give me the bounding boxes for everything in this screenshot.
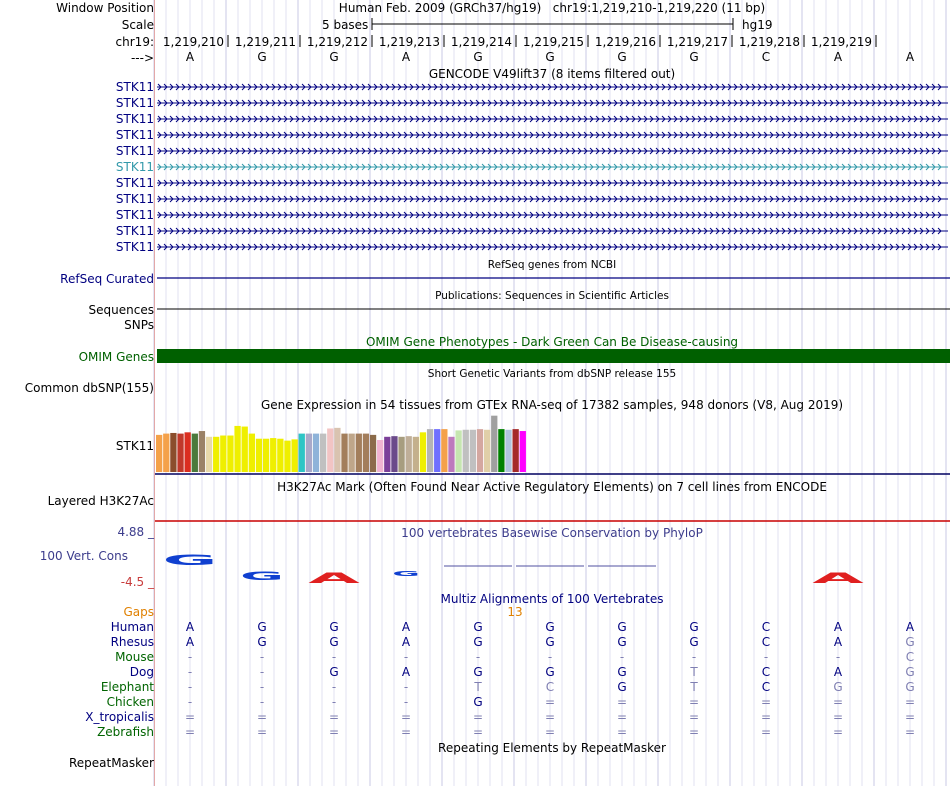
gtex-bar [320, 434, 326, 472]
phylop-max-label: 4.88 _ [117, 525, 154, 539]
alignment-base: = [616, 725, 628, 739]
alignment-base: G [689, 620, 699, 634]
gencode-gene-label[interactable]: STK11 [115, 240, 154, 254]
gtex-bar [448, 437, 454, 472]
alignment-base: T [474, 680, 482, 694]
gtex-bar [484, 430, 490, 472]
alignment-base: = [400, 725, 412, 739]
gtex-bar [270, 438, 276, 472]
alignment-base: G [617, 635, 627, 649]
gencode-gene-label[interactable]: STK11 [115, 80, 154, 94]
gtex-bar [213, 437, 219, 472]
phylop-min-label: -4.5 _ [120, 575, 154, 589]
ruler-base: G [545, 50, 555, 64]
gtex-title: Gene Expression in 54 tissues from GTEx RNA-seq of 17382 samples, 948 donors (V8, Aug 2019) [260, 398, 844, 412]
gtex-bar [291, 439, 297, 472]
ruler-tick-label: 1,219,214 [450, 35, 512, 49]
gtex-bar [356, 434, 362, 472]
gencode-gene-label[interactable]: STK11 [115, 160, 154, 174]
dbsnp-title: Short Genetic Variants from dbSNP release 155 [427, 368, 677, 380]
alignment-base: G [329, 665, 339, 679]
ruler-base: G [617, 50, 627, 64]
alignment-base: = [184, 710, 196, 724]
ruler-tick-label: 1,219,215 [522, 35, 584, 49]
alignment-base: = [904, 710, 916, 724]
gtex-bar [177, 434, 183, 472]
alignment-base: C [545, 680, 555, 694]
ruler-base: G [329, 50, 339, 64]
alignment-base: = [256, 710, 268, 724]
species-label[interactable]: Dog [129, 665, 154, 679]
alignment-base: - [187, 650, 193, 664]
gencode-gene-label[interactable]: STK11 [115, 96, 154, 110]
gtex-bar [363, 434, 369, 472]
alignment-base: G [473, 665, 483, 679]
gencode-gene-label[interactable]: STK11 [115, 192, 154, 206]
alignment-base: = [256, 725, 268, 739]
alignment-base: A [401, 635, 411, 649]
gtex-bar [299, 434, 305, 472]
gtex-bar [349, 434, 355, 472]
phylop-title: 100 vertebrates Basewise Conservation by PhyloP [401, 526, 703, 540]
species-label[interactable]: Elephant [100, 680, 154, 694]
gtex-bar [306, 434, 312, 472]
position-header [339, 1, 765, 15]
alignment-base: G [545, 620, 555, 634]
alignment-base: - [763, 650, 769, 664]
alignment-base: - [403, 680, 409, 694]
gtex-bar [427, 429, 433, 472]
gtex-bar [441, 429, 447, 472]
alignment-base: T [690, 680, 698, 694]
ruler-base: G [257, 50, 267, 64]
ruler-tick-label: 1,219,218 [738, 35, 800, 49]
alignment-base: G [617, 665, 627, 679]
phylop-logo-letter: G [392, 569, 420, 578]
species-label[interactable]: Rhesus [110, 635, 154, 649]
strand-label: ---> [130, 51, 154, 65]
alignment-base: A [833, 635, 843, 649]
ruler-tick-label: 1,219,212 [306, 35, 368, 49]
alignment-base: = [544, 725, 556, 739]
gtex-bar [505, 430, 511, 472]
alignment-base: A [185, 620, 195, 634]
alignment-base: = [760, 695, 772, 709]
gtex-bar [377, 440, 383, 472]
alignment-base: = [616, 710, 628, 724]
refseq-title: RefSeq genes from NCBI [487, 259, 617, 271]
gencode-title: GENCODE V49lift37 (8 items filtered out) [428, 67, 676, 81]
ruler-base: C [761, 50, 771, 64]
gtex-bar [163, 434, 169, 472]
species-label[interactable]: Chicken [106, 695, 154, 709]
alignment-base: G [257, 635, 267, 649]
alignment-base: A [833, 665, 843, 679]
gtex-bar [491, 416, 497, 472]
gtex-bar [185, 432, 191, 472]
alignment-base: G [833, 680, 843, 694]
alignment-base: - [331, 680, 337, 694]
scale-label: Scale [121, 18, 154, 32]
gtex-bar [327, 428, 333, 472]
gtex-bar [434, 429, 440, 472]
alignment-base: C [761, 680, 771, 694]
alignment-base: G [473, 635, 483, 649]
alignment-base: - [331, 695, 337, 709]
alignment-base: G [905, 665, 915, 679]
ruler-base: A [905, 50, 915, 64]
refseq-label[interactable]: RefSeq Curated [60, 272, 154, 286]
gtex-bar [513, 429, 519, 472]
gtex-bar [334, 428, 340, 472]
gencode-gene-label[interactable]: STK11 [115, 128, 154, 142]
alignment-base: G [617, 620, 627, 634]
alignment-base: A [401, 665, 411, 679]
repeatmasker-label[interactable]: RepeatMasker [68, 756, 154, 770]
alignment-base: G [473, 695, 483, 709]
alignment-base: = [472, 710, 484, 724]
multiz-title: Multiz Alignments of 100 Vertebrates [440, 592, 664, 606]
ruler-base: A [401, 50, 411, 64]
alignment-base: G [473, 620, 483, 634]
gencode-gene-label[interactable]: STK11 [115, 176, 154, 190]
gtex-bar [206, 437, 212, 472]
gtex-bar [477, 429, 483, 472]
alignment-base: G [905, 635, 915, 649]
gencode-gene-label[interactable]: STK11 [115, 224, 154, 238]
gencode-gene-label[interactable]: STK11 [115, 112, 154, 126]
gtex-bar [470, 430, 476, 472]
alignment-base: - [835, 650, 841, 664]
omim-label[interactable]: OMIM Genes [78, 350, 154, 364]
alignment-base: = [472, 725, 484, 739]
ruler-tick-label: 1,219,210 [162, 35, 224, 49]
gtex-bar [341, 434, 347, 472]
db-name: hg19 [742, 18, 773, 32]
species-label[interactable]: Zebrafish [97, 725, 154, 739]
alignment-base: = [904, 725, 916, 739]
alignment-base: = [328, 725, 340, 739]
h3k27ac-title: H3K27Ac Mark (Often Found Near Active Regulatory Elements) on 7 cell lines from ENCODE [277, 480, 827, 494]
gaps-value: 13 [507, 605, 523, 619]
gtex-bar [398, 437, 404, 472]
alignment-base: = [760, 710, 772, 724]
gtex-bar [313, 434, 319, 472]
ruler-tick-label: 1,219,217 [666, 35, 728, 49]
alignment-base: C [761, 620, 771, 634]
gtex-bar [170, 433, 176, 472]
alignment-base: A [833, 620, 843, 634]
alignment-base: A [401, 620, 411, 634]
gtex-bar [384, 437, 390, 472]
alignment-base: - [691, 650, 697, 664]
alignment-base: - [619, 650, 625, 664]
gtex-bar [455, 430, 461, 472]
gtex-bar [220, 436, 226, 472]
ruler-base: G [473, 50, 483, 64]
alignment-base: = [184, 725, 196, 739]
gtex-bar [227, 436, 233, 472]
repeatmasker-title: Repeating Elements by RepeatMasker [438, 741, 666, 755]
gencode-gene-label[interactable]: STK11 [115, 144, 154, 158]
alignment-base: = [328, 710, 340, 724]
alignment-base: G [905, 680, 915, 694]
phylop-logo-letter: G [240, 569, 284, 584]
gtex-bar [520, 431, 526, 472]
gtex-bar [406, 436, 412, 472]
alignment-base: - [331, 650, 337, 664]
position-text: chr19:1,219,210-1,219,220 (11 bp) [552, 1, 766, 15]
alignment-base: = [544, 695, 556, 709]
dbsnp-label[interactable]: Common dbSNP(155) [24, 381, 154, 395]
alignment-base: C [905, 650, 915, 664]
gtex-bar [370, 435, 376, 472]
species-label[interactable]: X_tropicalis [85, 710, 154, 724]
gtex-bar [420, 432, 426, 472]
alignment-base: A [185, 635, 195, 649]
alignment-base: = [904, 695, 916, 709]
alignment-base: C [761, 635, 771, 649]
gtex-bar [463, 430, 469, 472]
gtex-bar [263, 439, 269, 472]
gtex-gene-label[interactable]: STK11 [115, 439, 154, 453]
alignment-base: - [403, 650, 409, 664]
gtex-bar [234, 426, 240, 472]
alignment-base: - [259, 695, 265, 709]
alignment-base: - [187, 695, 193, 709]
omim-title: OMIM Gene Phenotypes - Dark Green Can Be Disease-causing [365, 335, 739, 349]
ruler-tick-label: 1,219,211 [234, 35, 296, 49]
alignment-base: G [545, 635, 555, 649]
phylop-logo-letter: G [162, 552, 218, 569]
alignment-base: = [688, 695, 700, 709]
gtex-bar [249, 434, 255, 472]
ruler-tick-label: 1,219,213 [378, 35, 440, 49]
alignment-base: = [688, 710, 700, 724]
alignment-base: G [329, 620, 339, 634]
assembly-title: Human Feb. 2009 (GRCh37/hg19) [338, 1, 542, 15]
alignment-base: G [545, 665, 555, 679]
gtex-bar [413, 437, 419, 472]
gtex-bar [199, 431, 205, 472]
alignment-base: C [761, 665, 771, 679]
alignment-base: = [688, 725, 700, 739]
phylop-logo-letter: A [308, 570, 360, 587]
alignment-base: - [187, 665, 193, 679]
alignment-base: A [905, 620, 915, 634]
gtex-bar [156, 435, 162, 472]
alignment-base: T [690, 665, 698, 679]
ruler-base: A [185, 50, 195, 64]
ruler-tick-label: 1,219,216 [594, 35, 656, 49]
gtex-bar [256, 439, 262, 472]
gtex-bar [284, 441, 290, 472]
alignment-base: G [617, 680, 627, 694]
alignment-base: G [689, 635, 699, 649]
sequences-label[interactable]: Sequences [88, 303, 154, 317]
window-position-label: Window Position [56, 1, 154, 15]
alignment-base: = [616, 695, 628, 709]
scale-text: 5 bases [322, 18, 369, 32]
chr-label: chr19: [115, 35, 154, 49]
gtex-bar [192, 434, 198, 472]
alignment-base: G [257, 620, 267, 634]
alignment-base: = [832, 725, 844, 739]
ruler-base: A [833, 50, 843, 64]
phylop-label[interactable]: 100 Vert. Cons [39, 549, 128, 563]
phylop-logo-letter: A [812, 570, 864, 587]
alignment-base: = [400, 710, 412, 724]
alignment-base: = [544, 710, 556, 724]
gencode-gene-label[interactable]: STK11 [115, 208, 154, 222]
gtex-bar [277, 439, 283, 472]
alignment-base: = [832, 710, 844, 724]
h3k27ac-label[interactable]: Layered H3K27Ac [47, 494, 154, 508]
ruler-tick-label: 1,219,219 [810, 35, 872, 49]
snps-label[interactable]: SNPs [124, 318, 154, 332]
ruler-base: G [689, 50, 699, 64]
pubs-title: Publications: Sequences in Scientific Articles [435, 290, 669, 302]
omim-bar [157, 349, 950, 363]
species-label[interactable]: Mouse [115, 650, 154, 664]
gtex-bar [242, 427, 248, 472]
alignment-base: = [760, 725, 772, 739]
alignment-base: - [547, 650, 553, 664]
gtex-bar [391, 436, 397, 472]
gaps-label: Gaps [123, 605, 154, 619]
alignment-base: - [403, 695, 409, 709]
alignment-base: - [259, 680, 265, 694]
gtex-bar [498, 429, 504, 472]
alignment-base: - [475, 650, 481, 664]
species-label[interactable]: Human [110, 620, 154, 634]
alignment-base: - [259, 665, 265, 679]
alignment-base: - [187, 680, 193, 694]
alignment-base: G [329, 635, 339, 649]
alignment-base: - [259, 650, 265, 664]
alignment-base: = [832, 695, 844, 709]
